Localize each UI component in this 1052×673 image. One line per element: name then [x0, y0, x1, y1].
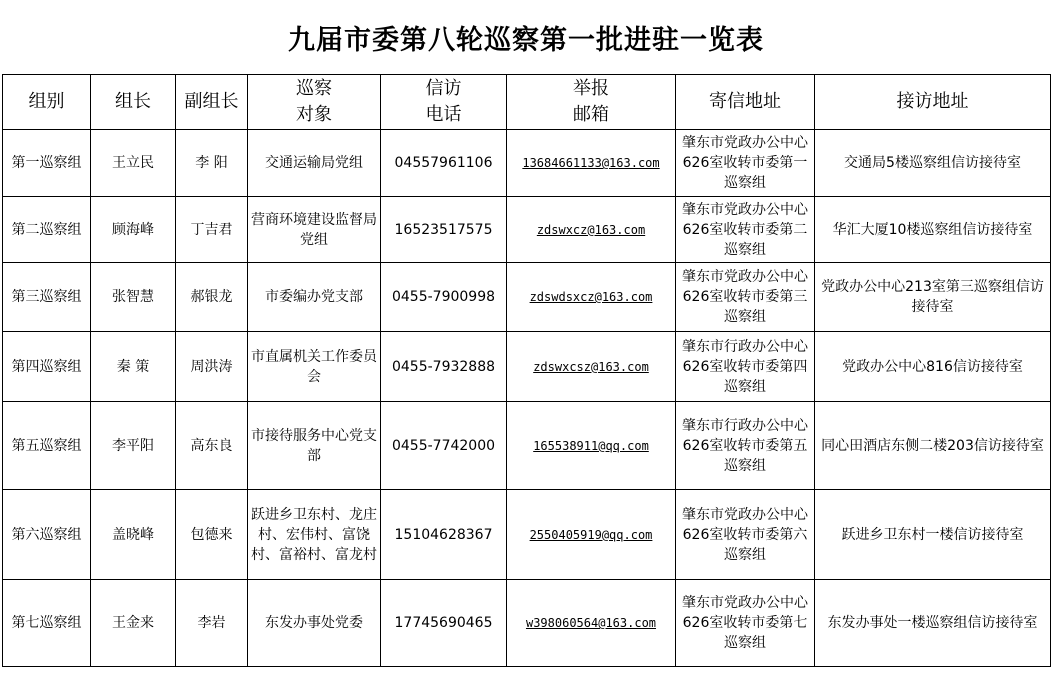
cell-phone: 0455-7932888 — [381, 332, 507, 402]
col-header-email: 举报 邮箱 — [507, 75, 676, 130]
table-row — [3, 197, 1051, 263]
cell-deputy: 李岩 — [176, 580, 248, 667]
page-title: 九届市委第八轮巡察第一批进驻一览表 — [288, 24, 764, 56]
col-header-phone: 信访 电话 — [381, 75, 507, 130]
col-header-deputy: 副组长 — [176, 75, 248, 130]
cell-deputy: 高东良 — [176, 402, 248, 490]
cell-mail-address: 肇东市行政办公中心626室收转市委第五巡察组 — [676, 402, 815, 490]
cell-phone: 16523517575 — [381, 197, 507, 263]
cell-visit-address: 东发办事处一楼巡察组信访接待室 — [815, 580, 1051, 667]
cell-leader: 王立民 — [91, 130, 176, 197]
table-row — [3, 130, 1051, 197]
cell-target: 市委编办党支部 — [248, 263, 381, 332]
cell-deputy: 李 阳 — [176, 130, 248, 197]
email-link[interactable]: w398060564@163.com — [507, 580, 676, 667]
cell-leader: 王金来 — [91, 580, 176, 667]
cell-visit-address: 同心田酒店东侧二楼203信访接待室 — [815, 402, 1051, 490]
cell-leader: 秦 策 — [91, 332, 176, 402]
cell-group: 第三巡察组 — [3, 263, 91, 332]
cell-target: 交通运输局党组 — [248, 130, 381, 197]
col-header-group: 组别 — [3, 75, 91, 130]
cell-phone: 17745690465 — [381, 580, 507, 667]
cell-visit-address: 华汇大厦10楼巡察组信访接待室 — [815, 197, 1051, 263]
email-link[interactable]: 165538911@qq.com — [507, 402, 676, 490]
cell-leader: 张智慧 — [91, 263, 176, 332]
cell-mail-address: 肇东市党政办公中心626室收转市委第一巡察组 — [676, 130, 815, 197]
cell-deputy: 周洪涛 — [176, 332, 248, 402]
cell-target: 营商环境建设监督局党组 — [248, 197, 381, 263]
email-link[interactable]: zdswxcsz@163.com — [507, 332, 676, 402]
cell-leader: 顾海峰 — [91, 197, 176, 263]
inspection-table — [2, 74, 1051, 667]
cell-visit-address: 党政办公中心213室第三巡察组信访接待室 — [815, 263, 1051, 332]
table-row — [3, 402, 1051, 490]
table-row — [3, 332, 1051, 402]
cell-mail-address: 肇东市党政办公中心626室收转市委第二巡察组 — [676, 197, 815, 263]
cell-mail-address: 肇东市行政办公中心626室收转市委第四巡察组 — [676, 332, 815, 402]
cell-deputy: 包德来 — [176, 490, 248, 580]
cell-group: 第七巡察组 — [3, 580, 91, 667]
email-link[interactable]: 2550405919@qq.com — [507, 490, 676, 580]
header-row — [3, 75, 1051, 130]
cell-group: 第六巡察组 — [3, 490, 91, 580]
cell-phone: 0455-7742000 — [381, 402, 507, 490]
cell-mail-address: 肇东市党政办公中心626室收转市委第七巡察组 — [676, 580, 815, 667]
cell-phone: 04557961106 — [381, 130, 507, 197]
email-link[interactable]: zdswxcz@163.com — [507, 197, 676, 263]
table-row — [3, 580, 1051, 667]
cell-leader: 李平阳 — [91, 402, 176, 490]
col-header-visit-address: 接访地址 — [815, 75, 1051, 130]
cell-visit-address: 党政办公中心816信访接待室 — [815, 332, 1051, 402]
col-header-leader: 组长 — [91, 75, 176, 130]
col-header-target: 巡察 对象 — [248, 75, 381, 130]
cell-visit-address: 交通局5楼巡察组信访接待室 — [815, 130, 1051, 197]
cell-deputy: 丁吉君 — [176, 197, 248, 263]
cell-target: 东发办事处党委 — [248, 580, 381, 667]
col-header-mail-address: 寄信地址 — [676, 75, 815, 130]
cell-mail-address: 肇东市党政办公中心626室收转市委第三巡察组 — [676, 263, 815, 332]
cell-group: 第四巡察组 — [3, 332, 91, 402]
cell-target: 市直属机关工作委员会 — [248, 332, 381, 402]
email-link[interactable]: zdswdsxcz@163.com — [507, 263, 676, 332]
email-link[interactable]: 13684661133@163.com — [507, 130, 676, 197]
cell-group: 第五巡察组 — [3, 402, 91, 490]
cell-target: 跃进乡卫东村、龙庄村、宏伟村、富饶村、富裕村、富龙村 — [248, 490, 381, 580]
cell-group: 第一巡察组 — [3, 130, 91, 197]
cell-mail-address: 肇东市党政办公中心626室收转市委第六巡察组 — [676, 490, 815, 580]
cell-deputy: 郝银龙 — [176, 263, 248, 332]
cell-phone: 0455-7900998 — [381, 263, 507, 332]
table-row — [3, 263, 1051, 332]
cell-target: 市接待服务中心党支部 — [248, 402, 381, 490]
cell-visit-address: 跃进乡卫东村一楼信访接待室 — [815, 490, 1051, 580]
cell-group: 第二巡察组 — [3, 197, 91, 263]
table-row — [3, 490, 1051, 580]
cell-leader: 盖晓峰 — [91, 490, 176, 580]
cell-phone: 15104628367 — [381, 490, 507, 580]
